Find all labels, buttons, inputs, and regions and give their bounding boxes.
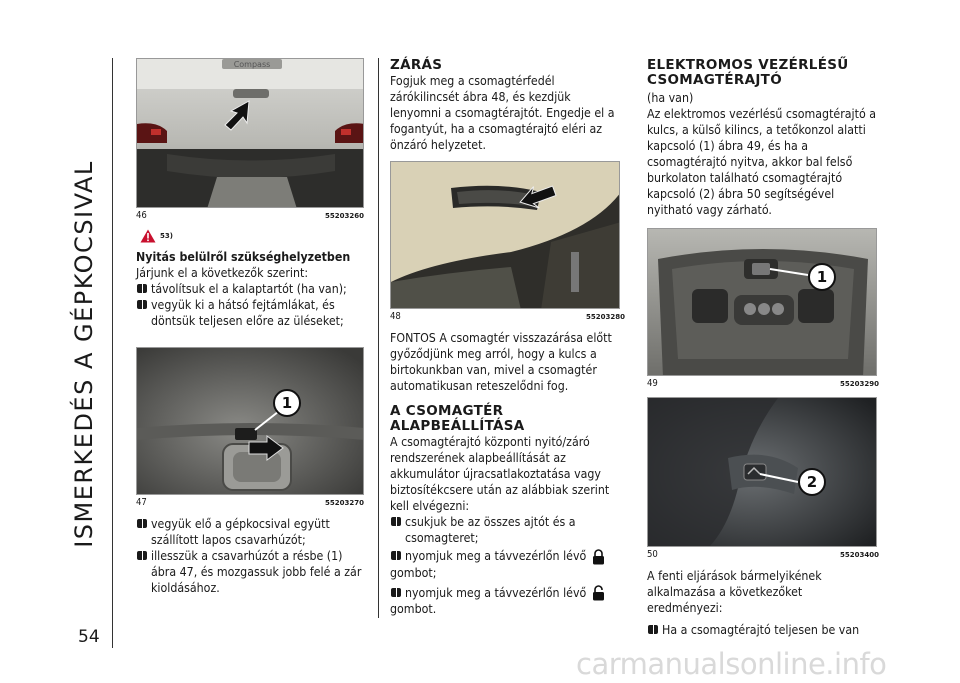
list-item-continuation: gombot. <box>390 602 437 616</box>
figure-49-caption <box>647 378 879 389</box>
warning-reference <box>140 229 364 243</box>
list-item: vegyük elő a gépkocsival együtt szállított lapos csavarhúzót; <box>136 516 364 548</box>
figure-number: 50 <box>647 549 658 560</box>
figure-number: 46 <box>136 210 147 221</box>
intro-text: Járjunk el a következők szerint: <box>136 266 309 280</box>
overhead-console-photo <box>648 229 877 376</box>
unlock-icon <box>592 585 605 601</box>
list-item-text: nyomjuk meg a távvezérlőn lévő <box>405 585 587 600</box>
figure-code: 55203290 <box>840 380 879 388</box>
optional-note: (ha van) <box>647 91 694 105</box>
callout-1: 1 <box>281 394 293 412</box>
column-2 <box>390 58 625 617</box>
figure-code: 55203280 <box>586 313 625 321</box>
callout-2: 2 <box>806 473 818 491</box>
column-3 <box>647 58 879 638</box>
section-heading-closing: ZÁRÁS <box>390 57 443 73</box>
column-1 <box>136 58 364 596</box>
section-heading-emergency-opening: Nyitás belülről szükséghelyzetben <box>136 250 351 264</box>
figure-48-tailgate-handle <box>390 161 620 309</box>
figure-50-caption <box>647 549 879 560</box>
column-divider <box>378 58 379 618</box>
figure-code: 55203260 <box>325 212 364 220</box>
warning-triangle-icon <box>140 229 156 243</box>
figure-47-trunk-floor <box>136 347 364 495</box>
list-item: csukjuk be az összes ajtót és a csomagteret; <box>390 514 625 546</box>
figure-number: 48 <box>390 311 401 322</box>
figure-46-caption <box>136 210 364 221</box>
list-item: Ha a csomagtérajtó teljesen be van <box>647 622 879 638</box>
list-item <box>390 548 625 565</box>
list-item <box>390 585 625 602</box>
figure-code: 55203270 <box>325 499 364 507</box>
tailgate-photo <box>137 59 364 208</box>
figure-47-caption <box>136 497 364 508</box>
list-item: vegyük ki a hátsó fejtámlákat, és döntsük teljesen előre az üléseket; <box>136 297 364 329</box>
list-item: illesszük a csavarhúzót a résbe (1) ábra 47, és mozgassuk jobb felé a zár kioldásához. <box>136 548 364 596</box>
figure-50-liftgate-switch <box>647 397 877 547</box>
section-heading-initialization: A CSOMAGTÉR ALAPBEÁLLÍTÁSA <box>390 403 525 434</box>
warning-ref-number: 53) <box>160 232 173 240</box>
lock-icon <box>592 549 605 565</box>
figure-46-tailgate-exterior <box>136 58 364 208</box>
power-liftgate-paragraph: Az elektromos vezérlésű csomagtérajtó a kulcs, a külső kilincs, a tetőkonzol alatti kapcsoló (1) ábra 49, és ha a csomagtérajtó nyitva, akkor bal felső burkolaton található csomagtérajtó kapcsoló (2) ábra 50 segítségével nyitható vagy zárható. <box>647 107 876 217</box>
figure-48-caption <box>390 311 625 322</box>
tailgate-interior-photo <box>391 162 620 309</box>
figure-number: 47 <box>136 497 147 508</box>
section-heading-power-liftgate: ELEKTROMOS VEZÉRLÉSŰ CSOMAGTÉRAJTÓ <box>647 57 849 88</box>
important-paragraph: FONTOS A csomagtér visszazárása előtt győződjünk meg arról, hogy a kulcs a birtokunkban van, mivel a csomagtér automatikusan reteszelődni fog. <box>390 331 612 393</box>
figure-number: 49 <box>647 378 658 389</box>
compass-badge: Compass <box>233 60 271 69</box>
liftgate-switch-photo <box>648 398 877 547</box>
list-item: távolítsuk el a kalaptartót (ha van); <box>136 281 364 297</box>
section-title-vertical: ISMERKEDÉS A GÉPKOCSIVAL <box>70 160 98 548</box>
figure-49-overhead-console <box>647 228 877 376</box>
page-number: 54 <box>78 627 100 647</box>
closing-paragraph: Fogjuk meg a csomagtérfedél zárókilincsét ábra 48, és kezdjük lenyomni a csomagtérajtót. Engedje el a fogantyút, ha a csomagtérajtó eléri az önzáró helyzetet. <box>390 74 615 152</box>
list-item-continuation: gombot; <box>390 565 437 580</box>
callout-1: 1 <box>816 268 828 286</box>
margin-divider <box>112 58 113 648</box>
list-item-text: nyomjuk meg a távvezérlőn lévő <box>405 549 587 563</box>
trunk-floor-photo <box>137 348 364 495</box>
initialization-paragraph: A csomagtérajtó központi nyitó/záró rendszerének alapbeállítását az akkumulátor újracsatlakoztatása vagy biztosítékcsere után az alábbiak szerint kell elvégezni: <box>390 435 610 513</box>
figure-code: 55203400 <box>840 551 879 559</box>
result-paragraph: A fenti eljárások bármelyikének alkalmazása a következőket eredményezi: <box>647 569 822 615</box>
watermark: carmanualsonline.info <box>576 647 887 681</box>
